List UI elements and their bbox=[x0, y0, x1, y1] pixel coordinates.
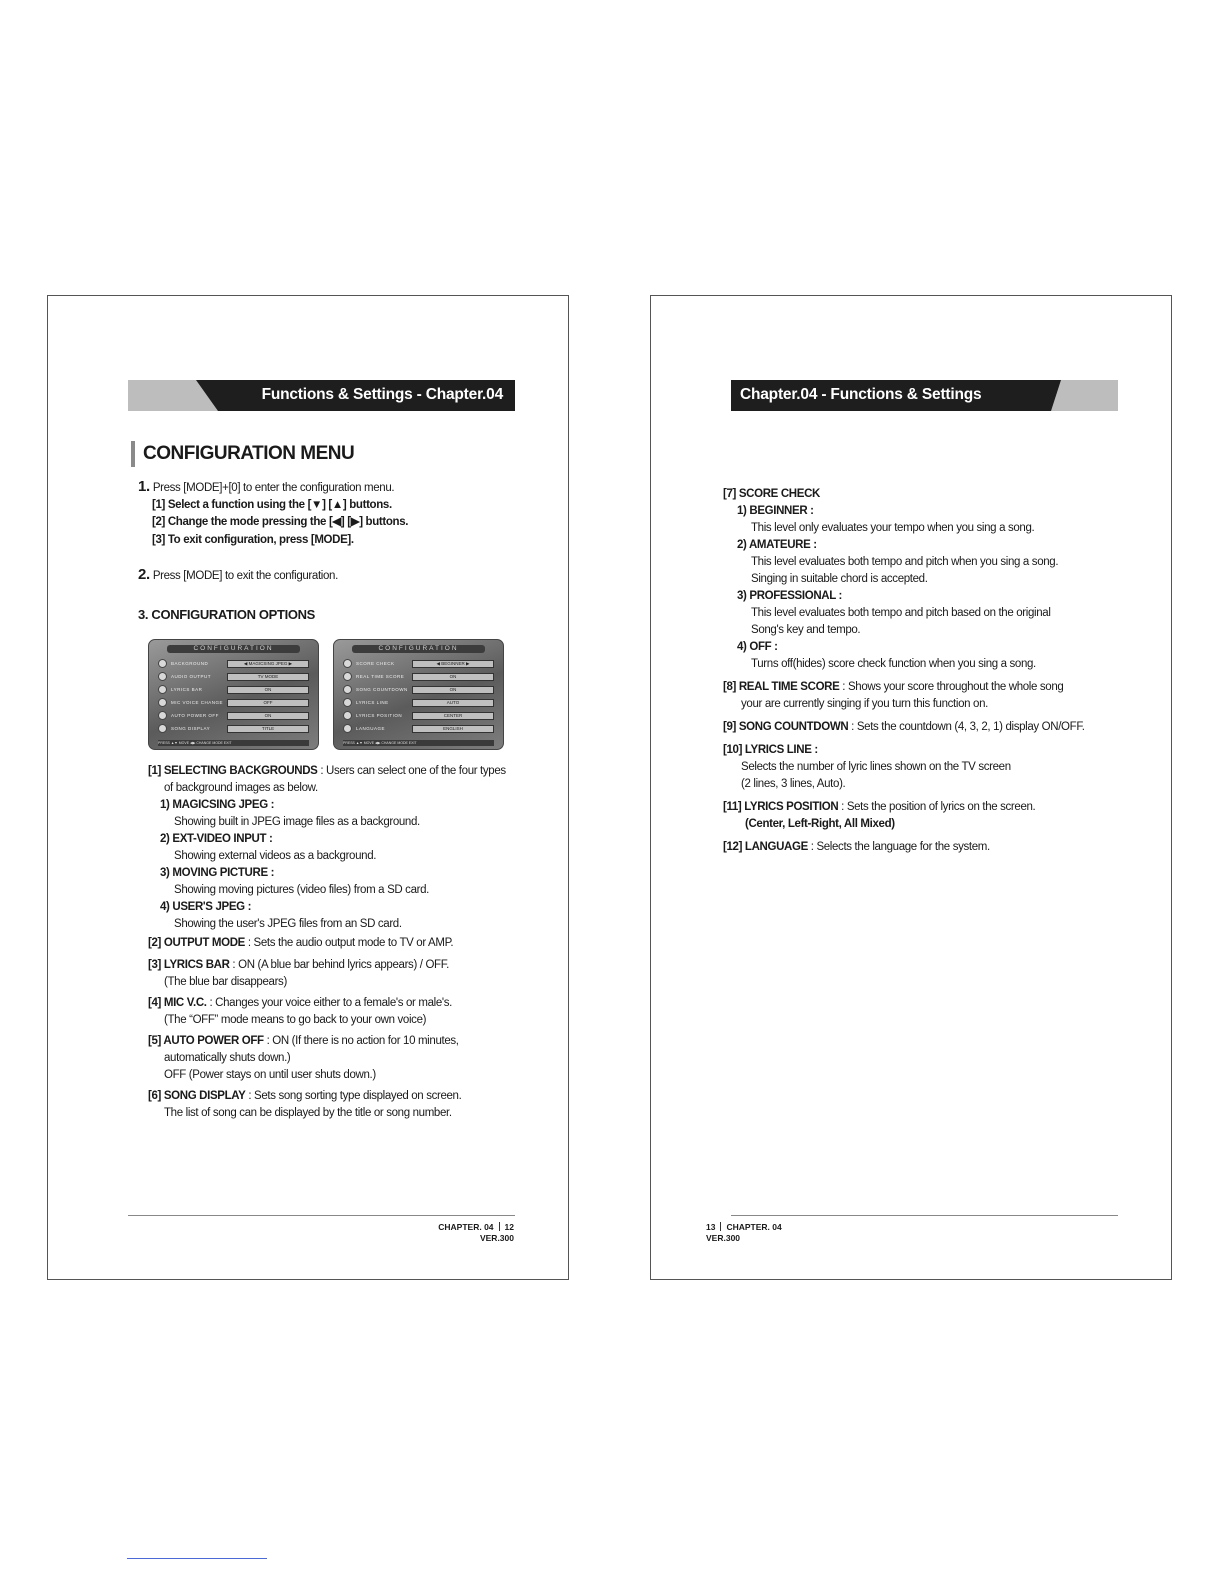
option-7-item-3: 3) PROFESSIONAL : bbox=[737, 590, 843, 602]
option-3: [3] LYRICS BAR : ON (A blue bar behind lyrics appears) / OFF. bbox=[148, 959, 449, 971]
option-10: [10] LYRICS LINE : bbox=[723, 744, 818, 756]
section-title bbox=[131, 441, 354, 467]
page-footer bbox=[438, 1222, 514, 1244]
config-row: AUDIO OUTPUT TV MODE bbox=[158, 671, 309, 682]
option-10-line-3: (2 lines, 3 lines, Auto). bbox=[741, 778, 846, 790]
right-page bbox=[650, 295, 1172, 1280]
audio-icon bbox=[158, 672, 167, 681]
footer-chapter: CHAPTER. 04 bbox=[438, 1222, 494, 1232]
score-icon bbox=[343, 659, 352, 668]
section-3-heading: 3. CONFIGURATION OPTIONS bbox=[138, 607, 315, 622]
config-row: AUTO POWER OFF ON bbox=[158, 710, 309, 721]
option-5-line-2: automatically shuts down.) bbox=[164, 1052, 291, 1064]
option-7-item-2-desc-2: Singing in suitable chord is accepted. bbox=[751, 573, 928, 585]
title-accent-bar bbox=[131, 441, 135, 467]
step-1: 1. Press [MODE]+[0] to enter the configuration menu. bbox=[138, 478, 395, 495]
config-screen-2 bbox=[333, 639, 504, 750]
config-screen-footer: PRESS ▲▼ MOVE ◀▶ CHANGE MODE EXIT bbox=[343, 740, 494, 746]
config-screen-title: CONFIGURATION bbox=[167, 645, 300, 653]
config-row: SONG DISPLAY TITLE bbox=[158, 723, 309, 734]
config-row: LYRICS BAR ON bbox=[158, 684, 309, 695]
option-7-item-2: 2) AMATEURE : bbox=[737, 539, 817, 551]
option-9: [9] SONG COUNTDOWN : Sets the countdown (4, 3, 2, 1) display ON/OFF. bbox=[723, 721, 1085, 733]
lyrics-bar-icon bbox=[158, 685, 167, 694]
background-icon bbox=[158, 659, 167, 668]
page-footer bbox=[706, 1222, 782, 1244]
footer-chapter: CHAPTER. 04 bbox=[726, 1222, 782, 1232]
config-row: SCORE CHECK ◀ BEGINNER ▶ bbox=[343, 658, 494, 669]
footer-rule bbox=[128, 1215, 515, 1216]
chapter-header-bar bbox=[731, 380, 1118, 411]
option-1-line-2: of background images as below. bbox=[164, 782, 318, 794]
option-7-item-1-desc: This level only evaluates your tempo when you sing a song. bbox=[751, 522, 1035, 534]
option-1-item-2: 2) EXT-VIDEO INPUT : bbox=[160, 833, 273, 845]
option-8: [8] REAL TIME SCORE : Shows your score throughout the whole song bbox=[723, 681, 1064, 693]
option-4-line-2: (The “OFF” mode means to go back to your own voice) bbox=[164, 1014, 427, 1026]
footer-version: VER.300 bbox=[706, 1233, 741, 1243]
config-screen-footer: PRESS ▲▼ MOVE ◀▶ CHANGE MODE EXIT bbox=[158, 740, 309, 746]
option-1-item-1: 1) MAGICSING JPEG : bbox=[160, 799, 275, 811]
option-2: [2] OUTPUT MODE : Sets the audio output mode to TV or AMP. bbox=[148, 937, 454, 949]
option-8-line-2: your are currently singing if you turn this function on. bbox=[741, 698, 988, 710]
language-icon bbox=[343, 724, 352, 733]
step-2: 2. Press [MODE] to exit the configuration. bbox=[138, 566, 338, 583]
page-number: 12 bbox=[504, 1222, 514, 1232]
chapter-header-bar bbox=[128, 380, 515, 411]
option-1-item-1-desc: Showing built in JPEG image files as a background. bbox=[174, 816, 420, 828]
option-12: [12] LANGUAGE : Selects the language for the system. bbox=[723, 841, 990, 853]
option-6-line-2: The list of song can be displayed by the title or song number. bbox=[164, 1107, 452, 1119]
option-7-item-2-desc: This level evaluates both tempo and pitch when you sing a song. bbox=[751, 556, 1059, 568]
option-1-item-4: 4) USER'S JPEG : bbox=[160, 901, 252, 913]
left-page bbox=[47, 295, 569, 1280]
option-4: [4] MIC V.C. : Changes your voice either to a female's or male's. bbox=[148, 997, 452, 1009]
config-screen-title: CONFIGURATION bbox=[352, 645, 485, 653]
option-1-item-3: 3) MOVING PICTURE : bbox=[160, 867, 275, 879]
option-1-item-3-desc: Showing moving pictures (video files) from a SD card. bbox=[174, 884, 430, 896]
lyrics-position-icon bbox=[343, 711, 352, 720]
option-11-line-2: (Center, Left-Right, All Mixed) bbox=[745, 818, 895, 830]
option-7-item-3-desc-2: Song's key and tempo. bbox=[751, 624, 861, 636]
option-7-item-1: 1) BEGINNER : bbox=[737, 505, 814, 517]
step-1-sub-1: [1] Select a function using the [▼] [▲] buttons. bbox=[152, 499, 392, 511]
option-7: [7] SCORE CHECK bbox=[723, 488, 820, 500]
config-row: MIC VOICE CHANGE OFF bbox=[158, 697, 309, 708]
power-icon bbox=[158, 711, 167, 720]
footer-rule bbox=[731, 1215, 1118, 1216]
option-6: [6] SONG DISPLAY : Sets song sorting type displayed on screen. bbox=[148, 1090, 462, 1102]
option-1-item-2-desc: Showing external videos as a background. bbox=[174, 850, 377, 862]
song-display-icon bbox=[158, 724, 167, 733]
option-10-line-2: Selects the number of lyric lines shown on the TV screen bbox=[741, 761, 1011, 773]
config-row: REAL TIME SCORE ON bbox=[343, 671, 494, 682]
option-3-line-2: (The blue bar disappears) bbox=[164, 976, 287, 988]
realtime-score-icon bbox=[343, 672, 352, 681]
header-title: Functions & Settings - Chapter.04 bbox=[261, 386, 503, 403]
lyrics-line-icon bbox=[343, 698, 352, 707]
option-5: [5] AUTO POWER OFF : ON (If there is no action for 10 minutes, bbox=[148, 1035, 459, 1047]
step-1-sub-3: [3] To exit configuration, press [MODE]. bbox=[152, 534, 354, 546]
page-title: CONFIGURATION MENU bbox=[143, 443, 355, 464]
footer-version: VER.300 bbox=[479, 1233, 514, 1243]
option-11: [11] LYRICS POSITION : Sets the position of lyrics on the screen. bbox=[723, 801, 1036, 813]
option-7-item-3-desc: This level evaluates both tempo and pitch based on the original bbox=[751, 607, 1051, 619]
mic-icon bbox=[158, 698, 167, 707]
config-row: LYRICS POSITION CENTER bbox=[343, 710, 494, 721]
option-7-item-4: 4) OFF : bbox=[737, 641, 778, 653]
config-row: LANGUAGE ENGLISH bbox=[343, 723, 494, 734]
page-number: 13 bbox=[706, 1222, 716, 1232]
option-7-item-4-desc: Turns off(hides) score check function when you sing a song. bbox=[751, 658, 1036, 670]
option-1-item-4-desc: Showing the user's JPEG files from an SD card. bbox=[174, 918, 402, 930]
option-5-line-3: OFF (Power stays on until user shuts down.) bbox=[164, 1069, 376, 1081]
config-screen-1 bbox=[148, 639, 319, 750]
config-row: LYRICS LINE AUTO bbox=[343, 697, 494, 708]
option-1: [1] SELECTING BACKGROUNDS : Users can select one of the four types bbox=[148, 765, 506, 777]
header-title: Chapter.04 - Functions & Settings bbox=[740, 386, 982, 403]
countdown-icon bbox=[343, 685, 352, 694]
step-1-sub-2: [2] Change the mode pressing the [◀] [▶] buttons. bbox=[152, 516, 409, 528]
config-row: SONG COUNTDOWN ON bbox=[343, 684, 494, 695]
config-row: BACKGROUND ◀ MAGICSING JPEG ▶ bbox=[158, 658, 309, 669]
footnote-link-line bbox=[127, 1558, 267, 1559]
